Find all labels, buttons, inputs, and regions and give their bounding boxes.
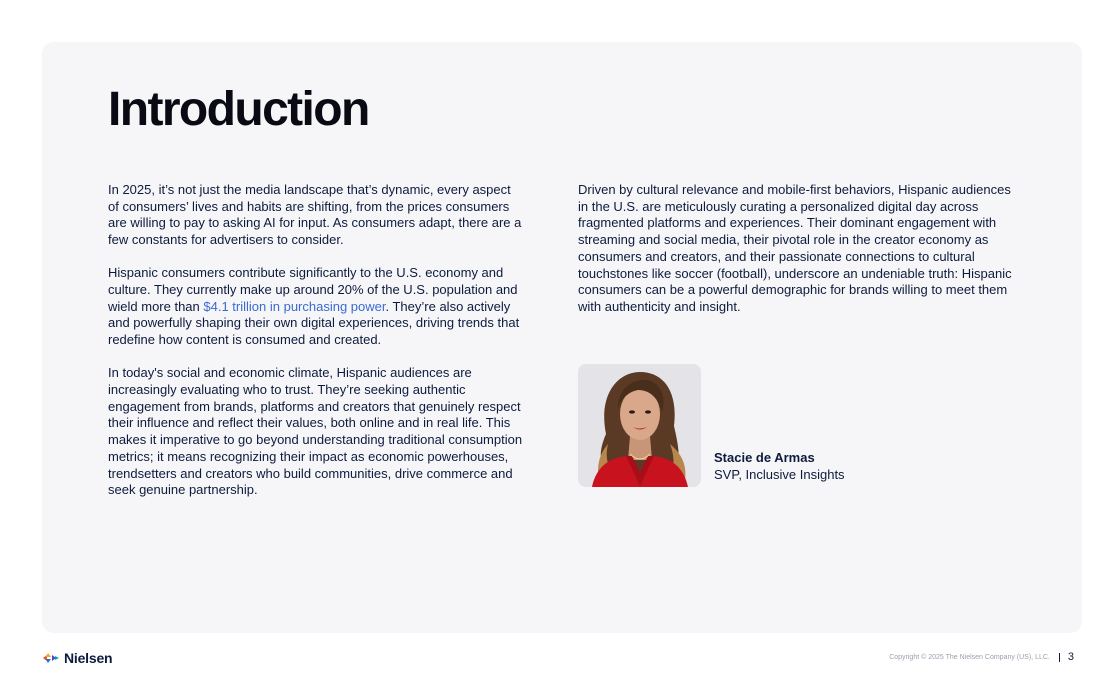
page-title: Introduction — [108, 83, 369, 136]
brand-name: Nielsen — [64, 650, 113, 666]
footer-divider — [1059, 653, 1060, 662]
paragraph-text: . They’re also actively and powerfully shaping their own digital experiences, driving trends that redefine how content is consumed and created. — [108, 298, 520, 348]
author-details — [714, 449, 845, 483]
nielsen-logo-icon — [42, 652, 60, 664]
intro-paragraph-4: Driven by cultural relevance and mobile-first behaviors, Hispanic audiences in the U.S. are meticulously curating a personalized digital day across fragmented platforms and experiences. Their dominant engagement with streaming and social media, their pivotal role in the creator economy as consumers and creators, and their passionate connections to cultural touchstones like soccer (football), underscore an undeniable truth: Hispanic consumers can be a powerful demographic for brands willing to meet them with authenticity and insight. — [578, 182, 1012, 314]
author-photo — [578, 364, 701, 487]
purchasing-power-link[interactable]: $4.1 trillion in purchasing power — [203, 298, 386, 314]
portrait-image — [578, 364, 701, 487]
left-column — [108, 182, 524, 515]
right-column — [578, 182, 1018, 332]
content-card — [42, 42, 1082, 633]
nielsen-logo — [42, 650, 112, 666]
author-block — [578, 364, 845, 487]
footer — [889, 651, 1074, 663]
paragraph-text: Hispanic consumers contribute significantly to the U.S. economy and culture. They currently make up around 20% of the U.S. population and wield more than — [108, 265, 518, 314]
copyright-text: Copyright © 2025 The Nielsen Company (US), LLC. — [889, 653, 1050, 661]
intro-paragraph-2 — [108, 265, 524, 349]
page-number: 3 — [1067, 651, 1074, 663]
intro-paragraph-1: In 2025, it’s not just the media landscape that’s dynamic, every aspect of consumers’ lives and habits are shifting, from the prices consumers are willing to pay to asking AI for input. As consumers adapt, there are a few constants for advertisers to consider. — [108, 182, 522, 248]
author-role: SVP, Inclusive Insights — [714, 467, 845, 482]
author-name: Stacie de Armas — [714, 450, 815, 465]
intro-paragraph-3: In today's social and economic climate, Hispanic audiences are increasingly evaluating who to trust. They’re seeking authentic engagement from brands, platforms and creators that genuinely respect their influence and reflect their values, both online and in real life. This makes it imperative to go beyond understanding traditional consumption metrics; it means recognizing their impact as economic powerhouses, trendsetters and creators who build communities, drive commerce and seek genuine partnership. — [108, 365, 523, 498]
